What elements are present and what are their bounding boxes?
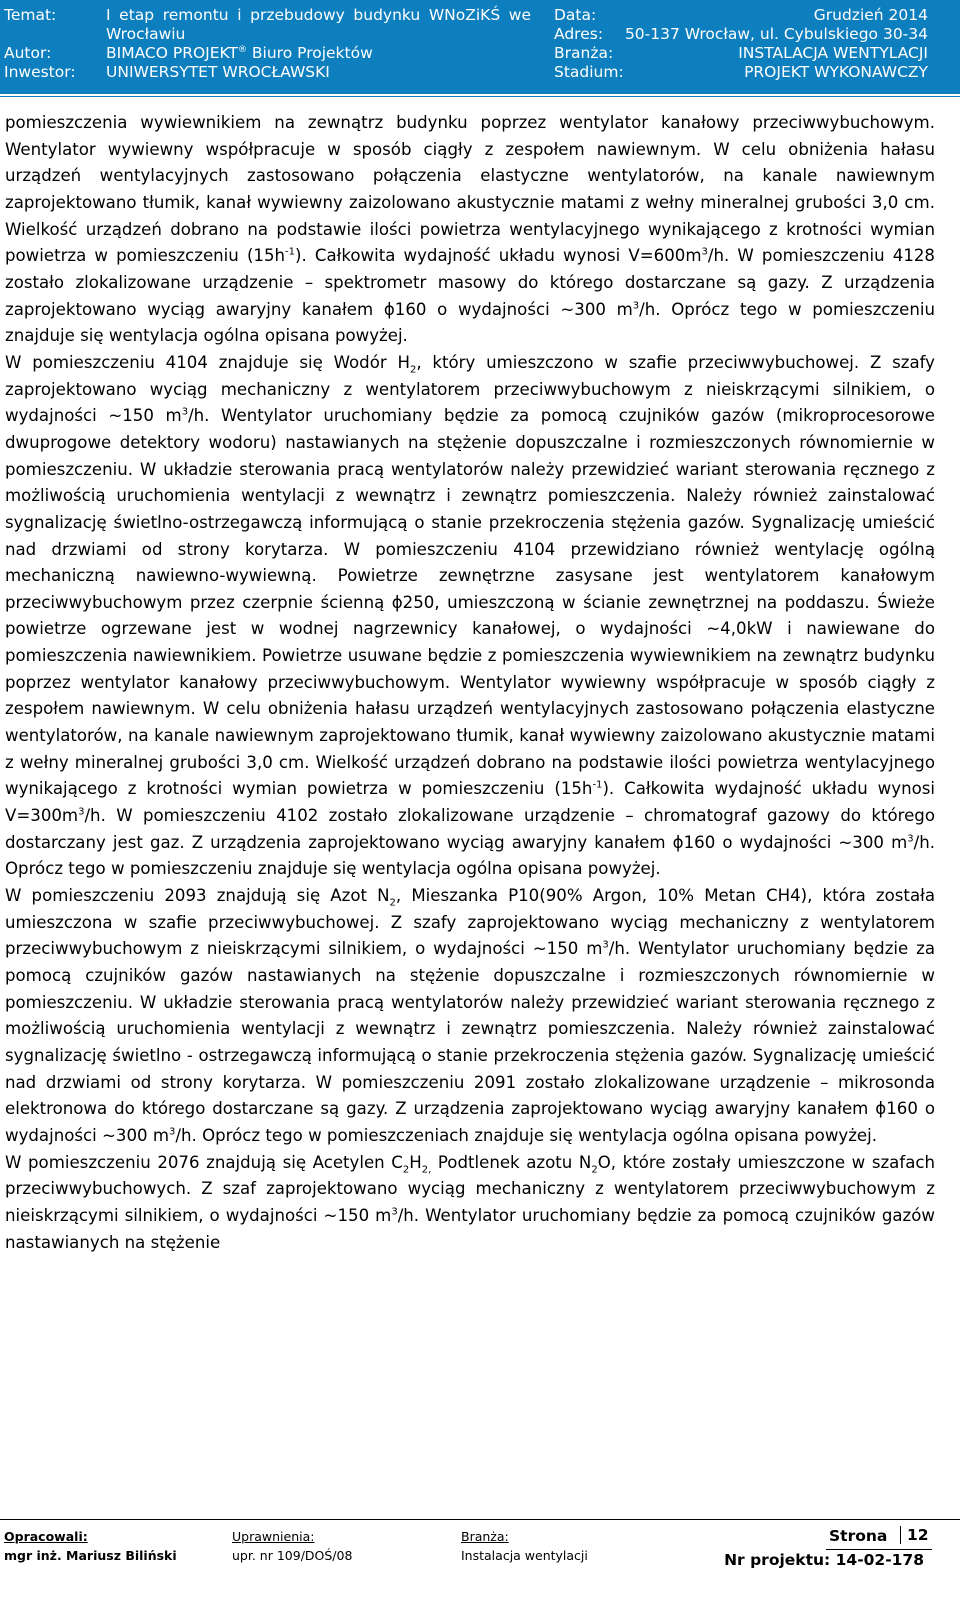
- paragraph-room-2093: W pomieszczeniu 2093 znajdują się Azot $N_2$, Mieszanka P10(90% Argon, 10% Metan CH4), która została umieszczona w szafie przeciwwybuchowej. Z szafy zaprojektowano wyciąg mechaniczny z wentylatorem przeciwwybuchowym z nieiskrzącymi silnikiem, o wydajności ~150 $m^3/h$. Wentylator uruchomiany będzie za pomocą czujników gazów nastawianych na stężenie dopuszczalne i rozmieszczonych równomiernie w pomieszczeniu. W układzie sterowania pracą wentylatorów należy przewidzieć wariant sterowania ręcznego z możliwością uruchomienia wentylacji z wewnątrz i zewnątrz pomieszczenia. Należy również zainstalować sygnalizację świetlno - ostrzegawczą informującą o stanie przekroczenia stężenia gazów. Sygnalizację umieścić nad drzwiami od strony korytarza. W pomieszczeniu 2091 zostało zlokalizowane urządzenie – mikrosonda elektronowa do którego dostarczane są gazy. Z urządzenia zaprojektowano wyciąg awaryjny kanałem ϕ160 o wydajności ~300 $m^3/h$. Oprócz tego w pomieszczeniach znajduje się wentylacja ogólna opisana powyżej.: [5, 886, 935, 1145]
- investor-value: UNIWERSYTET WROCŁAWSKI: [106, 63, 330, 81]
- registered-mark: ®: [237, 44, 247, 55]
- topic-value-line1: I etap remontu i przebudowy budynku WNoZiKŚ we: [106, 6, 531, 24]
- author-label: Autor:: [4, 44, 52, 62]
- topic-label: Temat:: [4, 6, 57, 24]
- investor-label: Inwestor:: [4, 63, 76, 81]
- footer-rights-value: upr. nr 109/DOŚ/08: [232, 1548, 353, 1563]
- footer-rights-label: Uprawnienia:: [232, 1529, 315, 1544]
- footer-branch-label: Branża:: [461, 1529, 509, 1544]
- stage-value: PROJEKT WYKONAWCZY: [744, 63, 928, 81]
- footer-divider: [0, 1519, 960, 1520]
- paragraph-room-4128: pomieszczenia wywiewnikiem na zewnątrz budynku poprzez wentylator kanałowy przeciwwybuchowym. Wentylator wywiewny współpracuje w sposób ciągły z zespołem nawiewnym. W celu obniżenia hałasu urządzeń wentylacyjnych zastosowano połączenia elastyczne wentylatorów, na kanale nawiewnym zaprojektowano tłumik, kanał wywiewny zaizolowano akustycznie matami z wełny mineralnej grubości 3,0 cm. Wielkość urządzeń dobrano na podstawie ilości powietrza wentylacyjnego wynikającego z krotności wymian powietrza w pomieszczeniu $(15h^{-1})$. Całkowita wydajność układu wynosi $V=600m^3/h$. W pomieszczeniu 4128 zostało zlokalizowane urządzenie – spektrometr masowy do którego dostarczane są gazy. Z urządzenia zaprojektowano wyciąg awaryjny kanałem ϕ160 o wydajności ~300 $m^3/h$. Oprócz tego w pomieszczeniu znajduje się wentylacja ogólna opisana powyżej.: [5, 113, 935, 346]
- document-body: [5, 110, 935, 1256]
- page-number: 12: [900, 1526, 929, 1544]
- branch-value: INSTALACJA WENTYLACJI: [738, 44, 928, 62]
- footer-author-label: Opracowali:: [4, 1529, 88, 1544]
- topic-value-line2: Wrocławiu: [106, 25, 186, 43]
- paragraph-room-2076: W pomieszczeniu 2076 znajdują się Acetylen $C_2H_{2,}$ Podtlenek azotu $N_2O$, które zostały umieszczone w szafach przeciwwybuchowych. Z szaf zaprojektowano wyciąg mechaniczny z wentylatorem przeciwwybuchowym z nieiskrzącymi silnikiem, o wydajności ~150 $m^3/h$. Wentylator uruchomiany będzie za pomocą czujników gazów nastawianych na stężenie: [5, 1152, 935, 1252]
- date-label: Data:: [554, 6, 597, 24]
- header-divider: [0, 96, 960, 97]
- address-value: 50-137 Wrocław, ul. Cybulskiego 30-34: [624, 25, 928, 43]
- footer-branch-value: Instalacja wentylacji: [461, 1548, 588, 1563]
- stage-label: Stadium:: [554, 63, 624, 81]
- paragraph-room-4104: W pomieszczeniu 4104 znajduje się Wodór $H_2$, który umieszczono w szafie przeciwwybuchowej. Z szafy zaprojektowano wyciąg mechaniczny z wentylatorem przeciwwybuchowym z nieiskrzącymi silnikiem, o wydajności ~150 $m^3/h$. Wentylator uruchomiany będzie za pomocą czujników gazów (mikroprocesorowe dwuprogowe detektory wodoru) nastawianych na stężenie dopuszczalne i rozmieszczonych równomiernie w pomieszczeniu. W układzie sterowania pracą wentylatorów należy przewidzieć wariant sterowania ręcznego z możliwością uruchomienia wentylacji z wewnątrz i zewnątrz pomieszczenia. Należy również zainstalować sygnalizację świetlno-ostrzegawczą informującą o stanie przekroczenia stężenia gazów. Sygnalizację umieścić nad drzwiami od strony korytarza. W pomieszczeniu 4104 przewidziano również wentylację ogólną mechaniczną nawiewno-wywiewną. Powietrze zewnętrzne zasysane jest wentylatorem kanałowym przeciwwybuchowym przez czerpnie ścienną ϕ250, umieszczoną w ścianie zewnętrznej na poddaszu. Świeże powietrze ogrzewane jest w wodnej nagrzewnicy kanałowej, o wydajności ~4,0kW i nawiewane do pomieszczenia nawiewnikiem. Powietrze usuwane będzie z pomieszczenia wywiewnikiem na zewnątrz budynku poprzez wentylator kanałowy przeciwwybuchowym. Wentylator wywiewny współpracuje w sposób ciągły z zespołem nawiewnym. W celu obniżenia hałasu urządzeń wentylacyjnych zastosowano połączenia elastyczne wentylatorów, na kanale nawiewnym zaprojektowano tłumik, kanał wywiewny zaizolowano akustycznie matami z wełny mineralnej grubości 3,0 cm. Wielkość urządzeń dobrano na podstawie ilości powietrza wentylacyjnego wynikającego z krotności wymian powietrza w pomieszczeniu $(15h^{-1})$. Całkowita wydajność układu wynosi $V=300m^3/h$. W pomieszczeniu 4102 zostało zlokalizowane urządzenie – chromatograf gazowy do którego dostarczany jest gaz. Z urządzenia zaprojektowano wyciąg awaryjny kanałem ϕ160 o wydajności ~300 $m^3/h$. Oprócz tego w pomieszczeniu znajduje się wentylacja ogólna opisana powyżej.: [5, 352, 935, 879]
- date-value: Grudzień 2014: [813, 6, 928, 24]
- branch-label: Branża:: [554, 44, 614, 62]
- project-number: Nr projektu: 14-02-178: [724, 1551, 924, 1569]
- document-footer: [0, 1522, 960, 1602]
- address-label: Adres:: [554, 25, 604, 43]
- document-header: [0, 0, 960, 94]
- footer-author-name: mgr inż. Mariusz Biliński: [4, 1548, 177, 1563]
- page-label: Strona: [829, 1527, 888, 1545]
- author-value: BIMACO PROJEKT® Biuro Projektów: [106, 44, 373, 62]
